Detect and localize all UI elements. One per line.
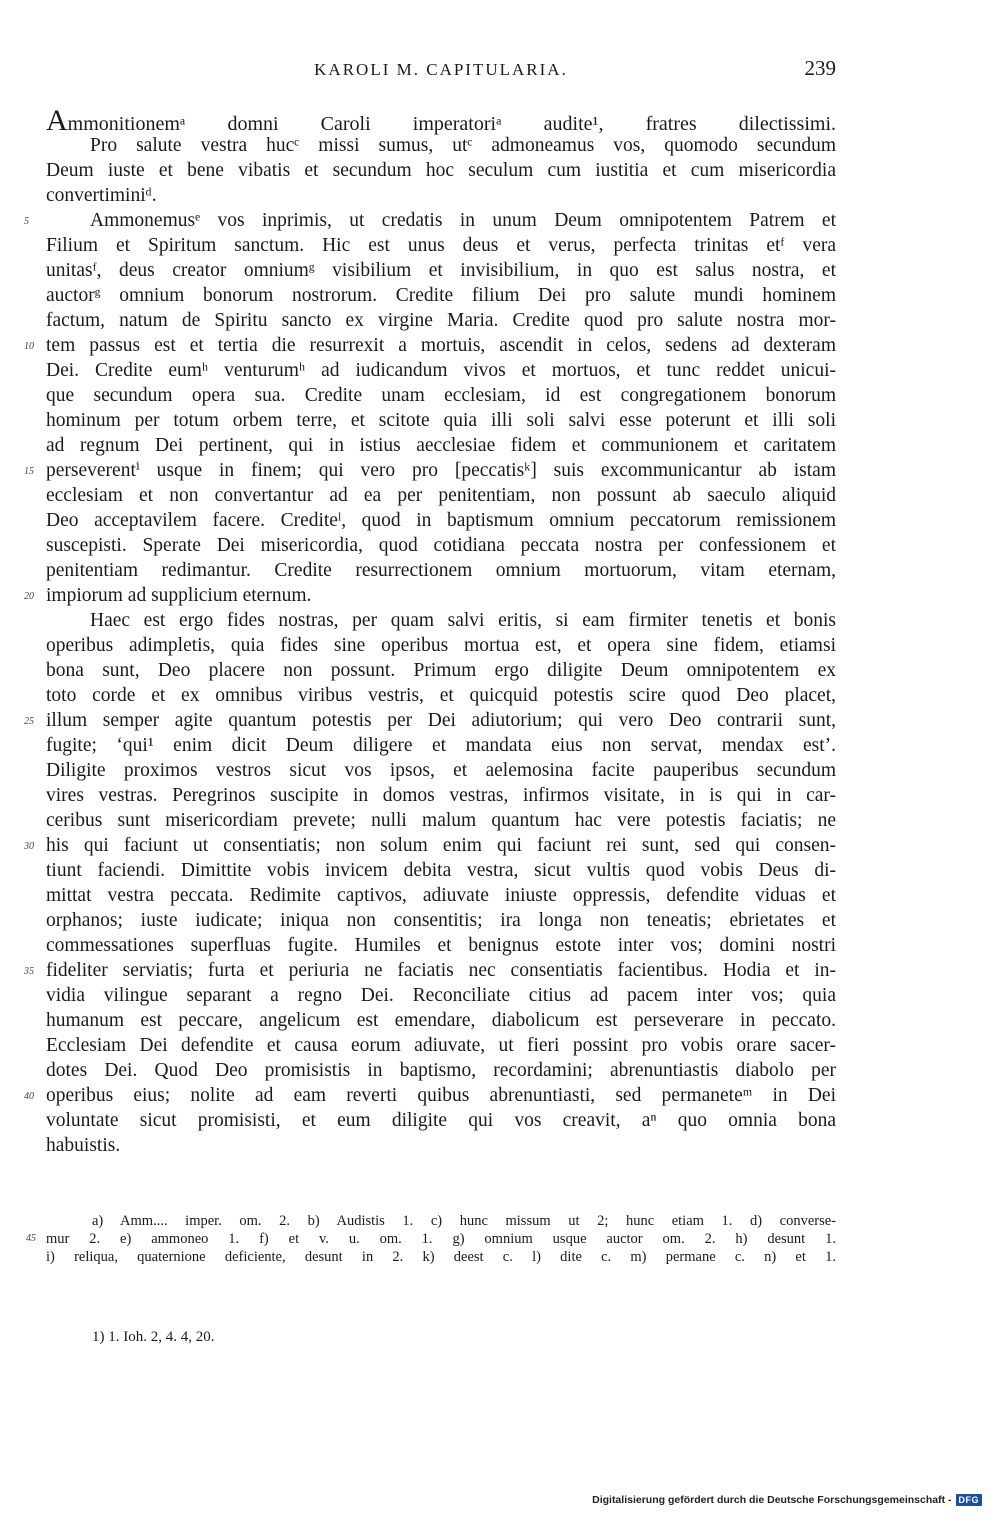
footnotes <box>26 1212 836 1266</box>
line-text: factum, natum de Spiritu sancto ex virgine Maria. Credite quod pro salute nostra mor- <box>46 310 836 331</box>
line-text: humanum est peccare, angelicum est emendare, diabolicum est perseverare in peccato. <box>46 1010 836 1031</box>
line-text: his qui faciunt ut consentiatis; non solum enim qui faciunt rei sunt, sed qui consen- <box>46 835 836 856</box>
text-line <box>46 533 836 558</box>
line-number: 40 <box>24 1091 34 1102</box>
line-text: Deum iuste et bene vibatis et secundum hoc seculum cum iustitia et cum misericordia <box>46 160 836 181</box>
line-text: hominum per totum orbem terre, et scitote quia illi soli salvi esse poterunt et illi soli <box>46 410 836 431</box>
line-text: perseverentⁱ usque in finem; qui vero pro [peccatisᵏ] suis excommunicantur ab istam <box>46 460 836 481</box>
line-text: operibus eius; nolite ad eam reverti quibus abrenuntiasti, sed permaneteᵐ in Dei <box>46 1085 836 1106</box>
text-line <box>24 708 836 733</box>
text-line <box>46 158 836 183</box>
text-line <box>46 908 836 933</box>
line-text: auctorᵍ omnium bonorum nostrorum. Credite filium Dei pro salute mundi hominem <box>46 285 836 306</box>
text-line <box>46 883 836 908</box>
text-line <box>46 808 836 833</box>
text-line <box>46 383 836 408</box>
text-line <box>46 633 836 658</box>
text-line <box>46 608 836 633</box>
line-number: 30 <box>24 841 34 852</box>
line-number: 35 <box>24 966 34 977</box>
text-line <box>24 1083 836 1108</box>
text-line <box>46 1058 836 1083</box>
footnote-line <box>46 1248 836 1266</box>
text-line <box>46 758 836 783</box>
line-text: unitasᶠ, deus creator omniumᵍ visibilium et invisibilium, in quo est salus nostra, et <box>46 260 836 281</box>
footnote-line <box>46 1212 836 1230</box>
page-header <box>46 56 836 84</box>
line-text: Diligite proximos vestros sicut vos ipsos, et aelemosina facite pauperibus secundum <box>46 760 836 781</box>
line-text: que secundum opera sua. Credite unam ecclesiam, id est congregationem bonorum <box>46 385 836 406</box>
page-number: 239 <box>804 56 836 80</box>
text-line <box>46 358 836 383</box>
line-text: Filium et Spiritum sanctum. Hic est unus deus et verus, perfecta trinitas etᶠ vera <box>46 235 836 256</box>
credit-text: Digitalisierung gefördert durch die Deutsche Forschungsgemeinschaft - <box>592 1494 952 1506</box>
main-text <box>24 104 836 1158</box>
line-number: 10 <box>24 341 34 352</box>
text-line <box>46 933 836 958</box>
footnote-line <box>26 1230 836 1248</box>
line-text: ecclesiam et non convertantur ad ea per penitentiam, non possunt ab saeculo aliquid <box>46 485 836 506</box>
line-text: fideliter serviatis; furta et periuria ne faciatis nec consentiatis facientibus. Hodia et in- <box>46 960 836 981</box>
line-text: operibus adimpletis, quia fides sine operibus mortua est, et opera sine fidem, etiamsi <box>46 635 836 656</box>
text-line <box>24 958 836 983</box>
line-text: Ecclesiam Dei defendite et causa eorum adiuvate, ut fieri possint pro vobis orare sacer- <box>46 1035 836 1056</box>
running-title: KAROLI M. CAPITULARIA. <box>314 60 568 79</box>
text-line <box>46 683 836 708</box>
text-line <box>46 233 836 258</box>
dfg-logo: DFG <box>956 1494 983 1506</box>
text-line <box>46 658 836 683</box>
line-text: fugite; ‘qui¹ enim dicit Deum diligere et mandata eius non servat, mendax est’. <box>46 735 836 756</box>
line-text: Dei. Credite eumʰ venturumʰ ad iudicandum vivos et mortuos, et tunc reddet unicui- <box>46 360 836 381</box>
text-line <box>46 483 836 508</box>
text-line <box>46 308 836 333</box>
line-text: penitentiam redimantur. Credite resurrectionem omnium mortuorum, vitam eternam, <box>46 560 836 581</box>
line-text: convertiminiᵈ. <box>46 185 157 206</box>
text-line <box>46 983 836 1008</box>
text-line <box>24 458 836 483</box>
text-line <box>46 733 836 758</box>
line-text: commessationes superfluas fugite. Humiles et benignus estote inter vos; domini nostri <box>46 935 836 956</box>
footnote-text: i) reliqua, quaternione deficiente, desunt in 2. k) deest c. l) dite c. m) permane c. n) et 1. <box>46 1249 836 1265</box>
text-line <box>46 1133 836 1158</box>
line-text: Haec est ergo fides nostras, per quam salvi eritis, si eam firmiter tenetis et bonis <box>90 610 836 631</box>
line-text: dotes Dei. Quod Deo promisistis in baptismo, recordamini; abrenuntiastis diabolo per <box>46 1060 836 1081</box>
text-line <box>46 104 836 137</box>
text-line <box>46 858 836 883</box>
text-line <box>46 558 836 583</box>
footnote-text: a) Amm.... imper. om. 2. b) Audistis 1. c) hunc missum ut 2; hunc etiam 1. d) converse- <box>92 1213 836 1229</box>
line-text: impiorum ad supplicium eternum. <box>46 585 312 606</box>
text-line <box>46 408 836 433</box>
line-text: Deo acceptavilem facere. Crediteˡ, quod in baptismum omnium peccatorum remissionem <box>46 510 836 531</box>
digitization-credit <box>592 1494 982 1506</box>
text-line <box>46 433 836 458</box>
line-number: 20 <box>24 591 34 602</box>
line-text: mittat vestra peccata. Redimite captivos, adiuvate iniuste oppressis, defendite viduas et <box>46 885 836 906</box>
line-text: bona sunt, Deo placere non possunt. Primum ergo diligite Deum omnipotentem ex <box>46 660 836 681</box>
text-line <box>46 783 836 808</box>
line-number: 5 <box>24 216 29 227</box>
scripture-reference: 1) 1. Ioh. 2, 4. 4, 20. <box>92 1329 215 1345</box>
line-text: habuistis. <box>46 1135 121 1156</box>
text-line <box>46 508 836 533</box>
text-line <box>46 258 836 283</box>
line-text: toto corde et ex omnibus viribus vestris, et quicquid potestis scire quod Deo placet, <box>46 685 836 706</box>
text-line <box>46 283 836 308</box>
text-line <box>24 583 836 608</box>
line-text: suscepisti. Sperate Dei misericordia, quod cotidiana peccata nostra per confessionem et <box>46 535 836 556</box>
line-text: ceribus sunt misericordiam prevete; nulli malum quantum hac vere potestis faciatis; ne <box>46 810 836 831</box>
line-text: Ammonemusᵉ vos inprimis, ut credatis in unum Deum omnipotentem Patrem et <box>90 210 836 231</box>
text-line <box>46 183 836 208</box>
text-line <box>46 1033 836 1058</box>
line-text: orphanos; iuste iudicate; iniqua non consentitis; ira longa non teneatis; ebrietates et <box>46 910 836 931</box>
line-text: illum semper agite quantum potestis per Dei adiutorium; qui vero Deo contrarii sunt, <box>46 710 836 731</box>
text-line <box>46 1108 836 1133</box>
line-text: tem passus est et tertia die resurrexit a mortuis, ascendit in celos, sedens ad dexteram <box>46 335 836 356</box>
text-line <box>24 208 836 233</box>
line-text: ad regnum Dei pertinent, qui in istius aecclesiae fidem et communionem et caritatem <box>46 435 836 456</box>
text-line <box>24 333 836 358</box>
line-text: voluntate sicut promisisti, et eum diligite qui vos creavit, aⁿ quo omnia bona <box>46 1110 836 1131</box>
line-text: vidia vilingue separant a regno Dei. Reconciliate citius ad pacem inter vos; quia <box>46 985 836 1006</box>
initial-letter: A <box>46 104 68 137</box>
line-number: 25 <box>24 716 34 727</box>
text-line <box>24 833 836 858</box>
text-line <box>46 1008 836 1033</box>
line-text: mmonitionemᵃ domni Caroli imperatoriᵃ audite¹, fratres dilectissimi. <box>67 113 836 135</box>
line-number: 45 <box>26 1233 36 1244</box>
line-number: 15 <box>24 466 34 477</box>
line-text: tiunt faciendi. Dimittite vobis invicem debita vestra, sicut vultis quod vobis Deus di- <box>46 860 836 881</box>
line-text: Pro salute vestra hucᶜ missi sumus, utᶜ admoneamus vos, quomodo secundum <box>90 135 836 156</box>
text-line <box>46 133 836 158</box>
footnote-text: mur 2. e) ammoneo 1. f) et v. u. om. 1. g) omnium usque auctor om. 2. h) desunt 1. <box>46 1231 836 1247</box>
line-text: vires vestras. Peregrinos suscipite in domos vestras, infirmos visitate, in is qui in car- <box>46 785 836 806</box>
